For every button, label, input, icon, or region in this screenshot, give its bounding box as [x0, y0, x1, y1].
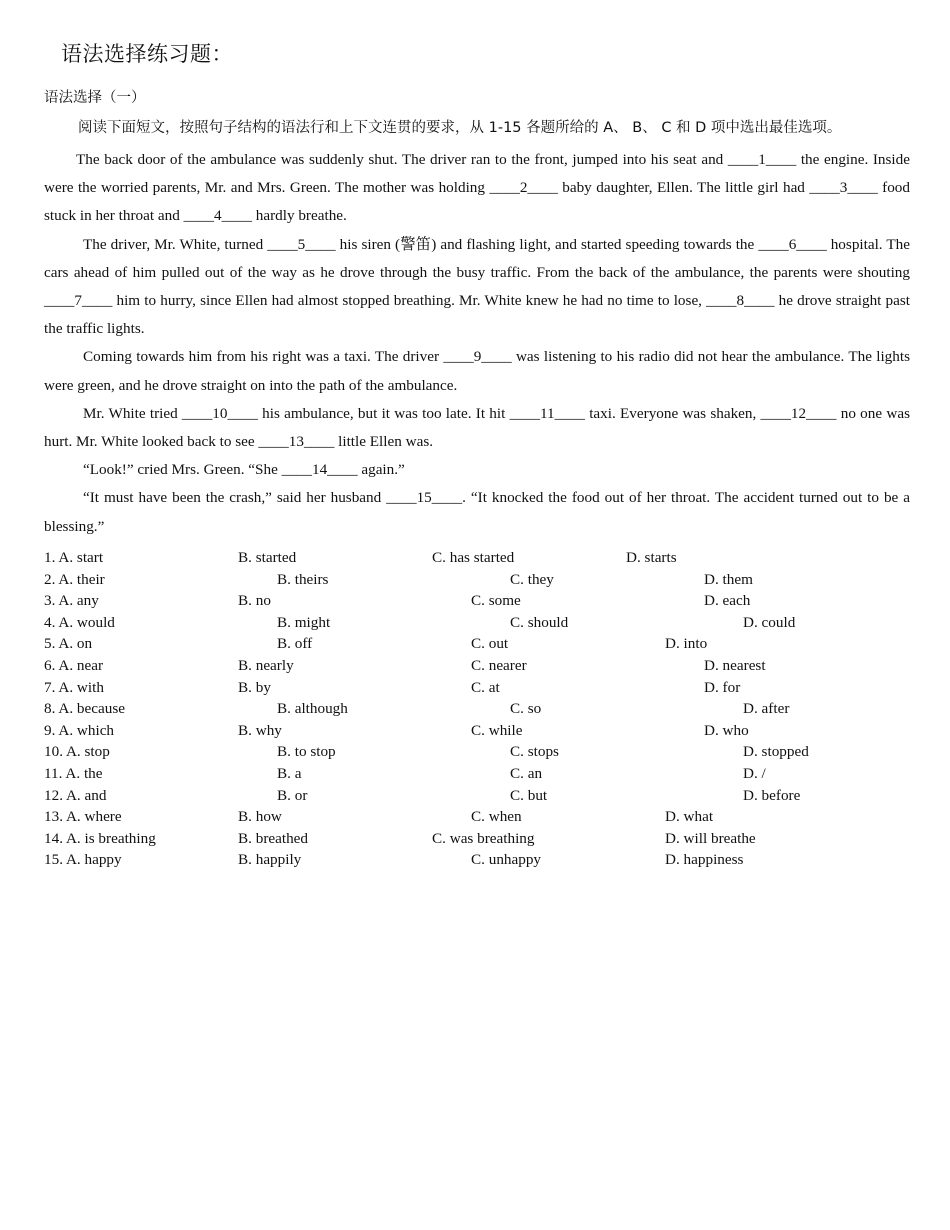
option-row [44, 677, 914, 699]
option-d: D. starts [626, 549, 677, 566]
page-title: 语法选择练习题： [61, 42, 233, 66]
option-row [44, 569, 914, 591]
instructions: 阅读下面短文，按照句子结构的语法行和上下文连贯的要求，从 1-15 各题所给的 A、 B、 C 和 D 项中选出最佳选项。 [78, 120, 842, 136]
option-c: C. unhappy [471, 851, 542, 869]
option-a: 6. A. near [44, 656, 104, 674]
option-c: C. nearer [471, 656, 527, 674]
option-c: C. when [471, 808, 522, 826]
option-c: C. an [510, 764, 543, 782]
option-a: 1. A. start [44, 549, 104, 566]
option-c: C. so [510, 700, 542, 718]
option-b: B. why [238, 721, 282, 739]
answer-options [44, 547, 914, 871]
passage-paragraph: Coming towards him from his right was a taxi. The driver ____9____ was listening to his radio did not hear the ambulance. The lights were green, and he drove straight on into the path of the ambulance. [44, 348, 910, 394]
option-b: B. breathed [238, 829, 309, 847]
option-row [44, 720, 914, 742]
passage-paragraph: “It must have been the crash,” said her husband ____15____. “It knocked the food out of her throat. The accident turned out to be a blessing.” [44, 489, 910, 535]
option-c: C. some [471, 592, 521, 610]
option-row [44, 806, 914, 828]
option-row [44, 655, 914, 677]
option-c: C. should [510, 613, 569, 631]
option-a: 15. A. happy [44, 851, 122, 869]
option-d: D. before [743, 786, 801, 804]
option-b: B. a [277, 764, 302, 782]
option-c: C. they [510, 570, 554, 588]
option-d: D. nearest [704, 656, 766, 674]
option-d: D. them [704, 570, 753, 588]
option-d: D. for [704, 678, 741, 696]
option-a: 5. A. on [44, 635, 93, 653]
option-d: D. each [704, 592, 751, 610]
option-b: B. theirs [277, 570, 329, 588]
option-c: C. stops [510, 743, 559, 761]
option-b: B. to stop [277, 743, 336, 761]
option-c: C. while [471, 721, 523, 739]
option-a: 10. A. stop [44, 743, 110, 761]
option-row [44, 698, 914, 720]
option-a: 11. A. the [44, 764, 103, 782]
option-a: 14. A. is breathing [44, 829, 156, 847]
option-row [44, 828, 914, 850]
section-title: 语法选择（一） [44, 90, 146, 106]
option-b: B. nearly [238, 656, 294, 674]
option-d: D. stopped [743, 743, 809, 761]
option-row [44, 785, 914, 807]
option-a: 4. A. would [44, 613, 115, 631]
option-row [44, 547, 914, 569]
option-d: D. into [665, 635, 708, 653]
option-row [44, 612, 914, 634]
option-c: C. but [510, 786, 548, 804]
option-d: D. could [743, 613, 796, 631]
option-b: B. happily [238, 851, 302, 869]
option-b: B. although [277, 700, 348, 718]
option-c: C. was breathing [432, 829, 535, 847]
option-b: B. might [277, 613, 331, 631]
option-row [44, 763, 914, 785]
passage-paragraph: Mr. White tried ____10____ his ambulance, but it was too late. It hit ____11____ taxi. Everyone was shaken, ____12____ no one was hurt. Mr. White looked back to see ____13____ little Ellen was. [44, 404, 910, 451]
option-d: D. what [665, 808, 714, 826]
option-a: 12. A. and [44, 786, 107, 804]
option-d: D. / [743, 764, 766, 782]
option-b: B. off [277, 635, 313, 653]
option-a: 13. A. where [44, 808, 122, 826]
option-c: C. at [471, 678, 500, 696]
option-b: B. no [238, 592, 271, 610]
option-b: B. started [238, 549, 297, 566]
option-a: 2. A. their [44, 570, 105, 588]
passage-paragraph: “Look!” cried Mrs. Green. “She ____14____ again.” [83, 461, 405, 479]
passage [44, 146, 910, 541]
option-row [44, 741, 914, 763]
option-b: B. by [238, 678, 271, 696]
option-b: B. how [238, 808, 282, 826]
option-c: C. has started [432, 549, 515, 566]
option-row [44, 633, 914, 655]
option-b: B. or [277, 786, 308, 804]
option-d: D. after [743, 700, 790, 718]
option-a: 8. A. because [44, 700, 125, 718]
option-d: D. happiness [665, 851, 744, 869]
option-a: 3. A. any [44, 592, 99, 610]
option-row [44, 849, 914, 871]
option-c: C. out [471, 635, 509, 653]
passage-paragraph: The driver, Mr. White, turned ____5____ his siren (警笛) and flashing light, and started speeding towards the ____6____ hospital. The cars ahead of him pulled out of the way as he drove through the busy traffic. From the back of the ambulance, the parents were shouting ____7____ him to hurry, since Ellen had almost stopped breathing. Mr. White knew he had no time to lose, ____8____ he drove straight past the traffic lights. [44, 235, 910, 338]
option-d: D. who [704, 721, 749, 739]
option-row [44, 590, 914, 612]
passage-paragraph: The back door of the ambulance was suddenly shut. The driver ran to the front, jumped into his seat and ____1____ the engine. Inside were the worried parents, Mr. and Mrs. Green. The mother was holding ____2____ baby daughter, Ellen. The little girl had ____3____ food stuck in her throat and ____4____ hardly breathe. [44, 151, 910, 225]
option-a: 7. A. with [44, 678, 104, 696]
option-a: 9. A. which [44, 721, 115, 739]
option-d: D. will breathe [665, 829, 756, 847]
